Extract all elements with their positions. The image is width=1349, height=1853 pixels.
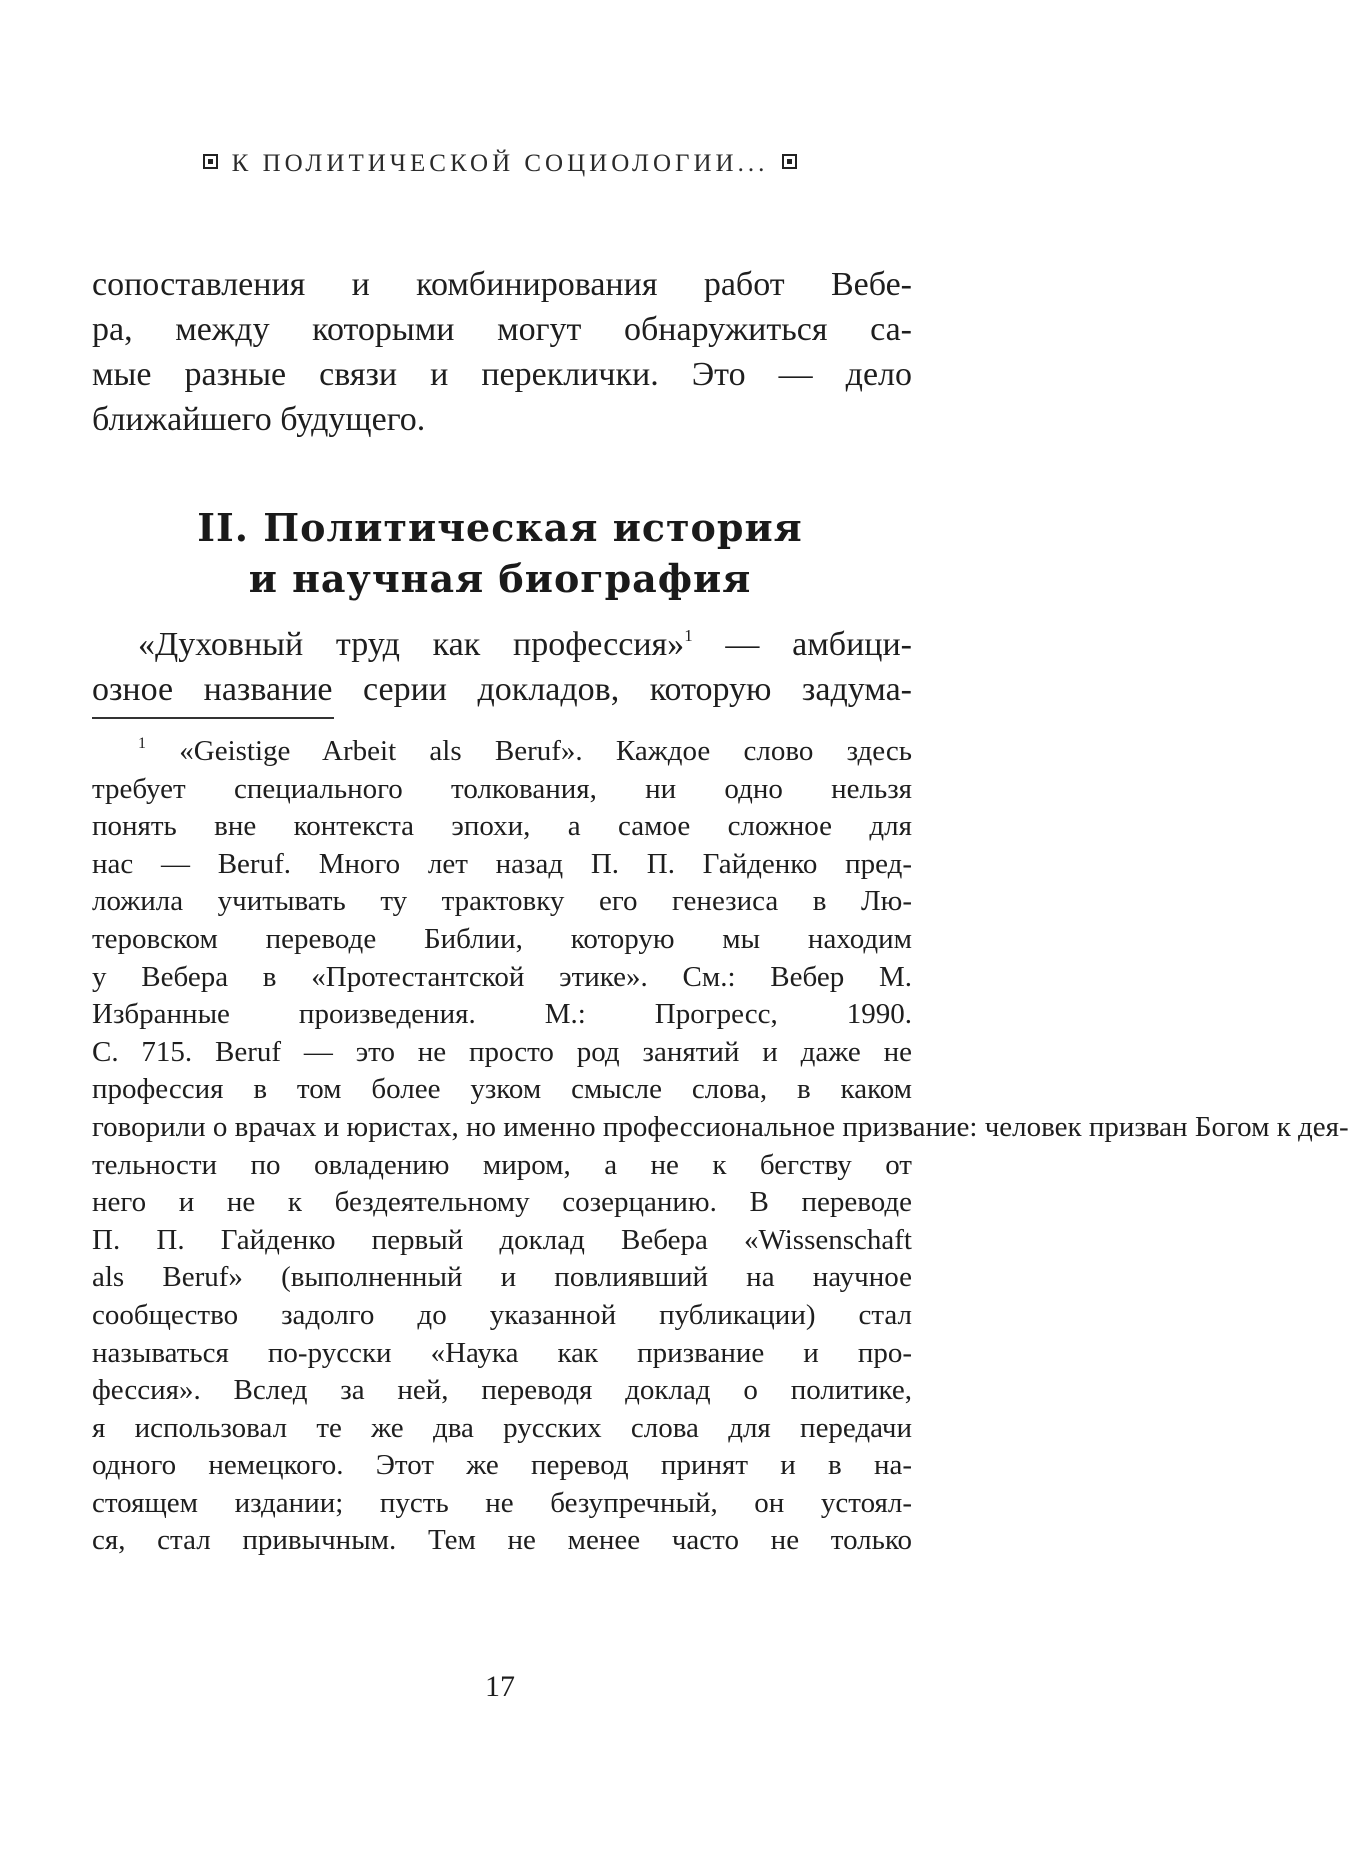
- running-head: [0, 150, 1000, 178]
- footnote-line: одного немецкого. Этот же перевод принят и в на-: [92, 1449, 912, 1482]
- paragraph-quote-title: «Духовный труд как профессия»: [138, 626, 685, 663]
- body-line: ближайшего будущего.: [92, 401, 426, 438]
- footnote-line: П. П. Гайденко первый доклад Вебера «Wissenschaft: [92, 1223, 912, 1256]
- footnote-first-line: [92, 733, 912, 771]
- footnote-line: требует специального толкования, ни одно нельзя: [92, 772, 912, 805]
- body-line: сопоставления и комбинирования работ Вебе-: [92, 266, 912, 303]
- footnote-line-rest: «Geistige Arbeit als Beruf». Каждое слово здесь: [146, 735, 912, 767]
- paragraph-line-rest: — амбици-: [692, 626, 912, 663]
- footnote-number: 1: [138, 735, 146, 752]
- footnote-line: него и не к бездеятельному созерцанию. В переводе: [92, 1186, 912, 1219]
- footnote-line: теровском переводе Библии, которую мы находим: [92, 922, 912, 955]
- ornament-left-icon: [203, 154, 218, 169]
- footnote-line: понять вне контекста эпохи, а самое сложное для: [92, 810, 912, 843]
- footnote: [92, 733, 1349, 1560]
- footnote-line: профессия в том более узком смысле слова, в каком: [92, 1073, 912, 1106]
- footnote-line: ложила учитывать ту трактовку его генезиса в Лю-: [92, 885, 912, 918]
- section-paragraph: [92, 622, 912, 712]
- section-heading-line-2: и научная биография: [248, 556, 752, 601]
- footnote-divider: [92, 717, 334, 719]
- body-line: ра, между которыми могут обнаружиться са-: [92, 311, 912, 348]
- footnote-line: сообщество задолго до указанной публикации) стал: [92, 1298, 912, 1331]
- ornament-right-icon: [782, 154, 797, 169]
- section-heading-line-1: II. Политическая история: [197, 505, 803, 550]
- footnote-line: С. 715. Beruf — это не просто род занятий и даже не: [92, 1035, 912, 1068]
- footnote-line: называться по-русски «Наука как призвание и про-: [92, 1336, 912, 1369]
- footnote-line: у Вебера в «Протестантской этике». См.: Вебер М.: [92, 960, 912, 993]
- section-heading: [0, 502, 1000, 604]
- footnote-line: Избранные произведения. М.: Прогресс, 1990.: [92, 998, 912, 1031]
- page-number: 17: [485, 1670, 515, 1703]
- paragraph-line: озное название серии докладов, которую задума-: [92, 671, 912, 708]
- footnote-line: тельности по овладению миром, а не к бегству от: [92, 1148, 912, 1181]
- paragraph-first-line: [92, 622, 912, 667]
- running-head-text: К ПОЛИТИЧЕСКОЙ СОЦИОЛОГИИ...: [231, 150, 769, 177]
- footnote-line: я использовал те же два русских слова для передачи: [92, 1411, 912, 1444]
- footnote-line: als Beruf» (выполненный и повлиявший на научное: [92, 1261, 912, 1294]
- footnote-line: говорили о врачах и юристах, но именно профессиональное призвание: человек призван Богом к дея-: [92, 1110, 1349, 1143]
- body-line: мые разные связи и переклички. Это — дело: [92, 356, 912, 393]
- body-paragraph-continued: [92, 262, 912, 442]
- footnote-reference[interactable]: 1: [684, 626, 693, 645]
- footnote-line: стоящем издании; пусть не безупречный, он устоял-: [92, 1486, 912, 1519]
- footnote-line: нас — Beruf. Много лет назад П. П. Гайденко пред-: [92, 847, 912, 880]
- footnote-line: фессия». Вслед за ней, переводя доклад о политике,: [92, 1374, 912, 1407]
- footnote-line: ся, стал привычным. Тем не менее часто не только: [92, 1524, 912, 1557]
